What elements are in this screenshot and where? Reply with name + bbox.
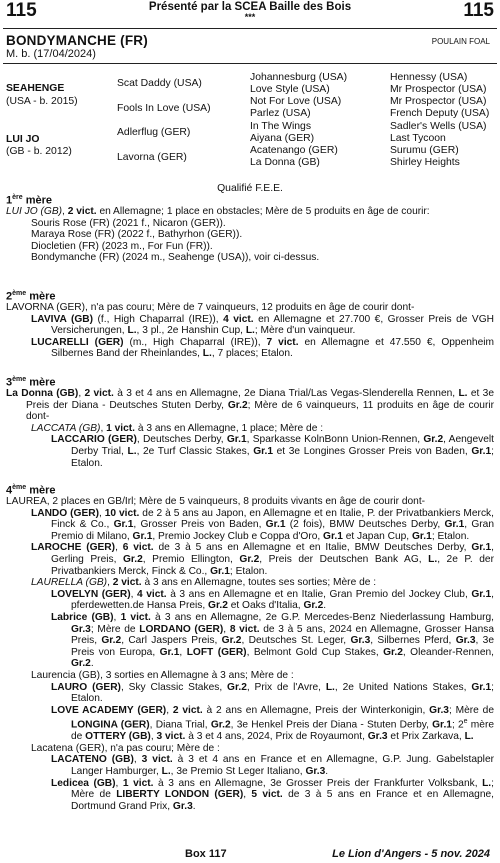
horse-name: BONDYMANCHE (FR) bbox=[6, 33, 148, 48]
section-title-4: 4ème mère bbox=[6, 484, 56, 497]
lot-number-right: 115 bbox=[463, 0, 494, 21]
pedigree-gen4-2: Mr Prospector (USA) bbox=[390, 84, 487, 95]
sex-badge: POULAIN FOAL bbox=[431, 37, 490, 46]
dam-origin: (GB - b. 2012) bbox=[6, 146, 72, 157]
pedigree-gen4-5: Sadler's Wells (USA) bbox=[390, 121, 487, 132]
pedigree-gen2-3: Adlerflug (GER) bbox=[117, 127, 191, 138]
section-4-text: LAUREA, 2 places en GB/Irl; Mère de 5 vainqueurs, 8 produits vivants en âge de courir dont- LANDO (GER), 10 vict. de 2 à 5 ans au Japon, en Allemagne et en Italie, P. der Privatbankiers Merck, Finck & Co., Gr.1, Grosser Preis von Baden, Gr.1 (2 fois), BMW Deutsches Derby, Gr.1, Gran Premio di Milano, Gr.1, Premio Jockey Club e Coppa d'Oro, Gr.1 et Japan Cup, Gr.1; Etalon. LAROCHE (GER), 6 vict. de 3 à 5 ans en Allemagne et en Italie, BMW Deutsches Derby, Gr.1, Gerling Preis, Gr.2, Premio Ellington, Gr.2, Preis der Deutschen Bank AG, L., 2e P. der Privatbankiers Merck, Finck & Co., Gr.1; Etalon. LAURELLA (GB), 2 vict. à 3 ans en Allemagne, toutes ses sorties; Mère de : LOVELYN (GER), 4 vict. à 3 ans en Allemagne et en Italie, Gran Premio del Jockey Club, Gr.1, pferdewetten.de Hansa Preis, Gr.2 et Oaks d'Italia, Gr.2. Labrice (GB), 1 vict. à 3 ans en Allemagne, 2e G.P. Mercedes-Benz Niederlassung Hamburg, Gr.3; Mère de LORDANO (GER), 8 vict. de 3 à 5 ans, 2024 en Allemagne, Grosser Hansa Preis, Gr.2, Carl Jaspers Preis, Gr.2, Deutsches St. Leger, Gr.3, Silbernes Pferd, Gr.3, 3e Preis von Europa, Gr.1, LOFT (GER), Belmont Gold Cup Stakes, Gr.2, Oleander-Rennen, Gr.2. Laurencia (GB), 3 sorties en Allemagne à 3 ans; Mère de : LAURO (GER), Sky Classic Stakes, Gr.2, Prix de l'Avre, L., 2e United Nations Stakes, Gr.1; Etalon. LOVE ACADEMY (GER), 2 vict. à 2 ans en Allemagne, Preis der Winterkonigin, Gr.3; Mère de LONGINA (GER), Diana Trial, Gr.2, 3e Henkel Preis der Diana - Stuten Derby, Gr.1; 2e mère de OTTERY (GB), 3 vict. à 3 et 4 ans, 2024, Prix de Royaumont, Gr.3 et Prix Zarkava, L. Lacatena (GER), n'a pas couru; Mère de : LACATENO (GB), 3 vict. à 3 et 4 ans en France et en Allemagne, G.P. Jung. Gabelstapler Langer Hamburger, L., 3e Premio St Leger Italiano, Gr.3. Ledicea (GB), 1 vict. à 3 ans en Allemagne, 3e Grosser Preis der Frankfurter Volksbank, L.; Mère de LIBERTY LONDON (GER), 5 vict. de 3 à 5 ans en France et en Allemagne, Dortmund Grand Prix, Gr.3. bbox=[6, 496, 495, 812]
pedigree-gen3-5: In The Wings bbox=[250, 121, 312, 132]
pedigree-gen4-7: Surumu (GER) bbox=[390, 145, 459, 156]
pedigree-rule bbox=[3, 63, 497, 64]
pedigree-gen4-1: Hennessy (USA) bbox=[390, 72, 468, 83]
qualification: Qualifié F.E.E. bbox=[217, 183, 283, 194]
section-2-text: LAVORNA (GER), n'a pas couru; Mère de 7 vainqueurs, 12 produits en âge de courir dont- LAVIVA (GB) (f., High Chaparral (IRE)), 4 vict. en Allemagne et 27.700 €, Grosser Preis de VGH Versicherungen, L., 3 pl., 2e Hanshin Cup, L.; Mère d'un vainqueur. LUCARELLI (GER) (m., High Chaparral (IRE)), 7 vict. en Allemagne et 47.550 €, Oppenheim Silbernes Band der Rheinlandes, L., 7 places; Etalon. bbox=[6, 302, 494, 360]
pedigree-gen3-2: Love Style (USA) bbox=[250, 84, 330, 95]
pedigree-gen3-7: Acatenango (GER) bbox=[250, 145, 338, 156]
pedigree-gen3-1: Johannesburg (USA) bbox=[250, 72, 348, 83]
header-stars: *** bbox=[244, 12, 256, 22]
pedigree-gen3-8: La Donna (GB) bbox=[250, 157, 320, 168]
lot-number-left: 115 bbox=[6, 0, 37, 21]
sire-name: SEAHENGE bbox=[6, 83, 65, 94]
dam-name: LUI JO bbox=[6, 134, 40, 145]
pedigree-gen4-6: Last Tycoon bbox=[390, 133, 446, 144]
pedigree-gen4-8: Shirley Heights bbox=[390, 157, 460, 168]
pedigree-gen4-3: Mr Prospector (USA) bbox=[390, 96, 487, 107]
pedigree-gen4-4: French Deputy (USA) bbox=[390, 108, 490, 119]
section-3-text: La Donna (GB), 2 vict. à 3 et 4 ans en Allemagne, 2e Diana Trial/Las Vegas-Slenderella Rennen, L. et 3e Preis der Diana - Deutsches Stuten Derby, Gr.2; Mère de 6 vainqueurs, 11 produits en âge de courir dont- LACCATA (GB), 1 vict. à 3 ans en Allemagne, 1 place; Mère de : LACCARIO (GER), Deutsches Derby, Gr.1, Sparkasse KolnBonn Union-Rennen, Gr.2, Aengevelt Derby Trial, L., 2e Turf Classic Stakes, Gr.1 et 3e Longines Grosser Preis von Baden, Gr.1; Etalon. bbox=[6, 388, 494, 469]
header-rule bbox=[3, 28, 497, 29]
pedigree-gen3-6: Aiyana (GER) bbox=[250, 133, 315, 144]
pedigree-gen2-1: Scat Daddy (USA) bbox=[117, 78, 202, 89]
horse-details: M. b. (17/04/2024) bbox=[6, 48, 96, 60]
pedigree-gen3-3: Not For Love (USA) bbox=[250, 96, 342, 107]
sire-origin: (USA - b. 2015) bbox=[6, 96, 78, 107]
section-title-3: 3ème mère bbox=[6, 376, 56, 389]
section-1-text: LUI JO (GB), 2 vict. en Allemagne; 1 place en obstacles; Mère de 5 produits en âge de courir: Souris Rose (FR) (2021 f., Nicaron (GER)). Maraya Rose (FR) (2022 f., Bathyrhon (GER)). Diocletien (FR) (2023 m., For Fun (FR)). Bondymanche (FR) (2024 m., Seahenge (USA)), voir ci-dessus. bbox=[6, 206, 430, 264]
pedigree-gen2-2: Fools In Love (USA) bbox=[117, 103, 211, 114]
footer-sale-place: Le Lion d'Angers - 5 nov. 2024 bbox=[332, 848, 490, 860]
pedigree-gen3-4: Parlez (USA) bbox=[250, 108, 311, 119]
section-title-2: 2ème mère bbox=[6, 290, 56, 303]
footer-box-number: Box 117 bbox=[185, 848, 227, 860]
consignor-title: Présenté par la SCEA Baille des Bois bbox=[148, 1, 352, 13]
section-title-1: 1ère mère bbox=[6, 194, 52, 207]
pedigree-gen2-4: Lavorna (GER) bbox=[117, 152, 187, 163]
